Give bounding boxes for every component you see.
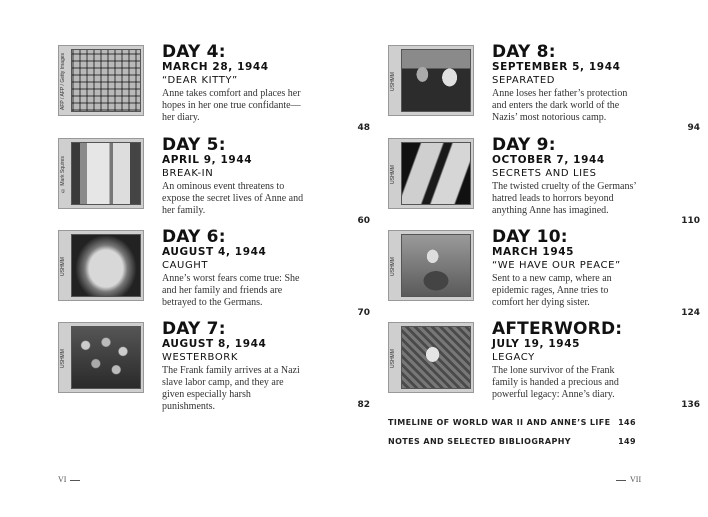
entry-subtitle: “WE HAVE OUR PEACE” [492,260,621,271]
entry-page-number: 82 [357,400,370,410]
entry-page-number: 110 [681,216,700,226]
entry-day: DAY 5: [162,135,226,155]
folio-dash [70,480,80,481]
entry-day: DAY 4: [162,42,226,62]
entry-photo [388,230,474,301]
entry-description: Anne’s worst fears come true: She and her family and friends are betrayed to the Germans. [162,273,300,308]
photo-credit: © Mark Squires [60,156,66,193]
toc-entry-day7[interactable] [58,319,378,412]
entry-day: DAY 8: [492,42,556,62]
entry-subtitle: BREAK-IN [162,168,214,179]
entry-photo [388,138,474,209]
entry-date: JULY 19, 1945 [492,338,581,350]
entry-description: The lone survivor of the Frank family is handed a precious and powerful legacy: Anne’s diary. [492,365,619,400]
entry-date: OCTOBER 7, 1944 [492,154,605,166]
bookcase-door-image [71,142,141,205]
extra-page-number: 146 [618,418,636,427]
entry-date: AUGUST 4, 1944 [162,246,267,258]
entry-day: DAY 9: [492,135,556,155]
entry-day: DAY 6: [162,227,226,247]
entry-page-number: 136 [681,400,700,410]
tattooed-arm-image [401,142,471,205]
folio-right-number: VII [630,475,642,484]
entry-description: Sent to a new camp, where an epidemic rages, Anne tries to comfort her dying sister. [492,273,612,308]
toc-entry-day5[interactable] [58,135,378,228]
folio-left-number: VI [58,475,67,484]
entry-photo [58,138,144,209]
toc-entry-day9[interactable] [388,135,708,228]
entry-subtitle: LEGACY [492,352,535,363]
entry-subtitle: CAUGHT [162,260,209,271]
photo-credit: USHMM [390,349,396,368]
entry-date: AUGUST 8, 1944 [162,338,267,350]
toc-entry-day8[interactable] [388,42,708,135]
photo-credit: AFP / AFP / Getty Images [60,52,66,111]
folio-dash [616,480,626,481]
photo-credit: USHMM [60,349,66,368]
entry-date: MARCH 28, 1944 [162,61,269,73]
entry-day: AFTERWORD: [492,319,623,339]
toc-entry-notes[interactable] [388,437,636,446]
entry-page-number: 70 [357,308,370,318]
entry-photo [388,322,474,393]
entry-description: Anne loses her father’s protection and enters the dark world of the Nazis’ most notorious camp. [492,88,628,123]
entry-subtitle: SEPARATED [492,75,556,86]
diary-plaid-image [71,49,141,112]
entry-page-number: 94 [687,123,700,133]
entry-description: The twisted cruelty of the Germans’ hatred leads to horrors beyond anything Anne has imagined. [492,181,636,216]
photo-credit: USHMM [390,257,396,276]
entry-subtitle: WESTERBORK [162,352,238,363]
entry-description: An ominous event threatens to expose the secret lives of Anne and her family. [162,181,304,216]
photo-credit: USHMM [390,72,396,91]
entry-photo [58,230,144,301]
entry-description: Anne takes comfort and places her hopes in her one true confidante—her diary. [162,88,301,123]
entry-photo [58,45,144,116]
entry-description: The Frank family arrives at a Nazi slave labor camp, and they are given especially harsh punishments. [162,365,300,412]
extra-label: NOTES AND SELECTED BIBLIOGRAPHY [388,437,572,446]
toc-entry-day6[interactable] [58,227,378,320]
entry-photo [58,322,144,393]
crowd-image [71,326,141,389]
entry-page-number: 60 [357,216,370,226]
extra-label: TIMELINE OF WORLD WAR II AND ANNE’S LIFE [388,418,611,427]
officers-image [401,49,471,112]
entry-day: DAY 7: [162,319,226,339]
photo-credit: USHMM [60,257,66,276]
girl-sitting-image [401,234,471,297]
photo-credit: USHMM [390,165,396,184]
entry-subtitle: “DEAR KITTY” [162,75,238,86]
entry-date: MARCH 1945 [492,246,575,258]
entry-day: DAY 10: [492,227,568,247]
entry-subtitle: SECRETS AND LIES [492,168,597,179]
folio-right [612,475,641,484]
entry-date: APRIL 9, 1944 [162,154,253,166]
extra-page-number: 149 [618,437,636,446]
toc-entry-timeline[interactable] [388,418,636,427]
toc-entry-day4[interactable] [58,42,378,135]
waving-crowd-image [401,326,471,389]
man-portrait-image [71,234,141,297]
toc-entry-day10[interactable] [388,227,708,320]
entry-date: SEPTEMBER 5, 1944 [492,61,621,73]
entry-page-number: 48 [357,123,370,133]
folio-left [58,475,84,484]
toc-entry-afterword[interactable] [388,319,708,412]
entry-photo [388,45,474,116]
entry-page-number: 124 [681,308,700,318]
